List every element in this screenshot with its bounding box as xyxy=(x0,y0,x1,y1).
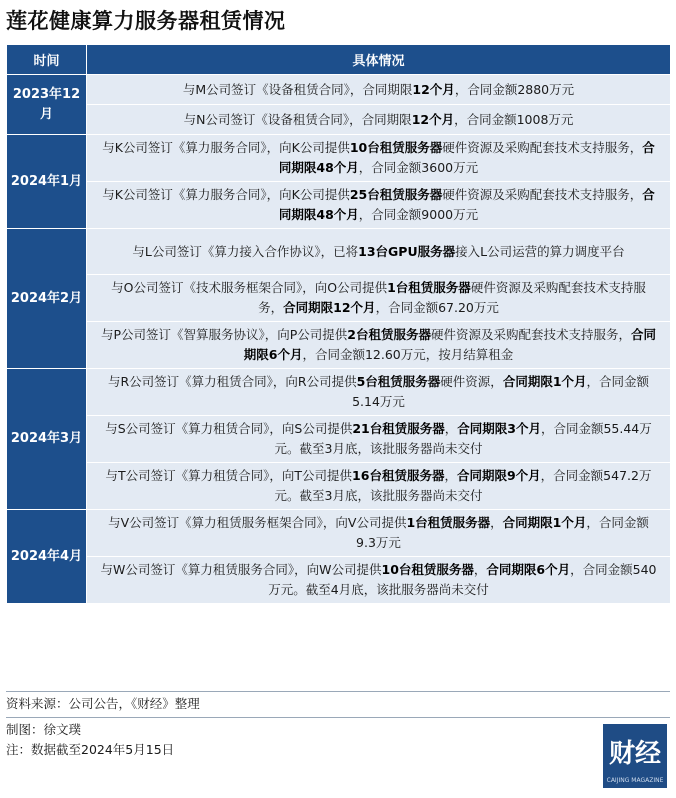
table-row xyxy=(7,416,671,463)
detail-cell xyxy=(87,463,671,510)
detail-text: ， xyxy=(444,468,457,483)
detail-highlight: 13台GPU服务器 xyxy=(358,243,456,259)
detail-cell xyxy=(87,369,671,416)
time-cell: 2024年3月 xyxy=(7,369,87,510)
page-title: 莲花健康算力服务器租赁情况 xyxy=(6,9,286,33)
detail-highlight: 合同期限1个月 xyxy=(502,515,587,530)
detail-cell xyxy=(87,510,671,557)
detail-highlight: 1台租赁服务器 xyxy=(387,280,471,295)
date-note: 注：数据截至2024年5月15日 xyxy=(6,742,175,757)
table-row xyxy=(7,463,671,510)
detail-highlight: 10台租赁服务器 xyxy=(349,140,443,155)
detail-highlight: 合同期限6个月 xyxy=(243,327,657,362)
detail-text: 与V公司签订《算力租赁服务框架合同》，向V公司提供 xyxy=(108,515,407,530)
detail-text: 与L公司签订《算力接入合作协议》，已将 xyxy=(132,243,359,259)
detail-text: ， xyxy=(490,515,503,530)
detail-highlight: 16台租赁服务器 xyxy=(352,468,445,483)
detail-text: ，合同金额9000万元 xyxy=(358,207,479,222)
table-row xyxy=(7,322,671,369)
header-detail: 具体情况 xyxy=(87,45,671,75)
detail-text: 硬件资源， xyxy=(440,374,503,389)
detail-highlight: 合同期限48个月 xyxy=(278,140,655,175)
detail-text: 与K公司签订《算力服务合同》，向K公司提供 xyxy=(102,187,350,202)
detail-highlight: 12个月 xyxy=(411,111,455,127)
detail-text: 接入L公司运营的算力调度平台 xyxy=(455,243,625,259)
detail-text: ，合同金额3600万元 xyxy=(358,160,479,175)
detail-text: 与W公司签订《算力租赁服务合同》，向W公司提供 xyxy=(100,562,382,577)
detail-highlight: 合同期限48个月 xyxy=(278,187,655,222)
table-row xyxy=(7,510,671,557)
detail-text: 硬件资源及采购配套技术支持服务， xyxy=(442,187,643,202)
detail-text: 与T公司签订《算力租赁合同》，向T公司提供 xyxy=(105,468,353,483)
detail-text: ，合同金额2880万元 xyxy=(454,81,575,97)
logo-subtext: CAIJING MAGAZINE xyxy=(606,777,664,784)
lease-table xyxy=(6,44,671,604)
detail-text: 与O公司签订《技术服务框架合同》，向O公司提供 xyxy=(111,280,388,295)
detail-highlight: 合同期限12个月 xyxy=(283,300,376,315)
detail-highlight: 2台租赁服务器 xyxy=(347,327,431,342)
table-body xyxy=(7,75,671,604)
table-row xyxy=(7,182,671,229)
time-cell: 2024年2月 xyxy=(7,229,87,369)
time-cell: 2024年1月 xyxy=(7,135,87,229)
detail-cell xyxy=(87,416,671,463)
table-row xyxy=(7,275,671,322)
detail-highlight: 10台租赁服务器 xyxy=(381,562,474,577)
detail-text: 与P公司签订《智算服务协议》，向P公司提供 xyxy=(100,327,348,342)
time-cell: 2023年12月 xyxy=(7,75,87,135)
detail-text: ，合同金额67.20万元 xyxy=(375,300,499,315)
detail-highlight: 25台租赁服务器 xyxy=(349,187,443,202)
detail-cell xyxy=(87,105,671,135)
table-row xyxy=(7,135,671,182)
detail-text: 硬件资源及采购配套技术支持服务， xyxy=(442,140,643,155)
detail-highlight: 合同期限1个月 xyxy=(502,374,587,389)
detail-text: 硬件资源及采购配套技术支持服务， xyxy=(258,280,646,315)
table-row xyxy=(7,75,671,105)
source-note: 资料来源：公司公告，《财经》整理 xyxy=(6,696,200,711)
detail-text: ，合同金额5.14万元 xyxy=(352,374,650,409)
table-row xyxy=(7,105,671,135)
table-row xyxy=(7,229,671,275)
detail-highlight: 21台租赁服务器 xyxy=(352,421,445,436)
detail-cell xyxy=(87,75,671,105)
detail-text: ，合同金额540万元。截至4月底，该批服务器尚未交付 xyxy=(268,562,657,597)
detail-text: 硬件资源及采购配套技术支持服务， xyxy=(431,327,632,342)
detail-cell xyxy=(87,229,671,275)
detail-text: ，合同金额547.2万元。截至3月底，该批服务器尚未交付 xyxy=(274,468,652,503)
detail-text: ， xyxy=(444,421,458,436)
detail-cell xyxy=(87,182,671,229)
detail-text: ，合同金额12.60万元，按月结算租金 xyxy=(302,347,514,362)
detail-text: ，合同金额55.44万元。截至3月底，该批服务器尚未交付 xyxy=(274,421,652,456)
logo-text: 财经 xyxy=(608,739,661,769)
detail-text: 与M公司签订《设备租赁合同》，合同期限 xyxy=(182,81,413,97)
detail-highlight: 5台租赁服务器 xyxy=(356,374,441,389)
header-time: 时间 xyxy=(7,45,87,75)
caijing-logo xyxy=(603,724,667,788)
detail-text: ，合同金额1008万元 xyxy=(454,111,574,127)
table-header-row xyxy=(7,45,671,75)
detail-cell xyxy=(87,322,671,369)
detail-text: ，合同金额9.3万元 xyxy=(356,515,649,550)
detail-highlight: 合同期限3个月 xyxy=(457,421,541,436)
detail-cell xyxy=(87,275,671,322)
credit-note: 制图：徐文璞 xyxy=(6,722,82,737)
detail-text: 与R公司签订《算力租赁合同》，向R公司提供 xyxy=(107,374,357,389)
table-row xyxy=(7,557,671,604)
detail-highlight: 1台租赁服务器 xyxy=(406,515,491,530)
table-row xyxy=(7,369,671,416)
detail-highlight: 12个月 xyxy=(412,81,455,97)
detail-text: 与K公司签订《算力服务合同》，向K公司提供 xyxy=(102,140,350,155)
detail-highlight: 合同期限6个月 xyxy=(486,562,571,577)
time-cell: 2024年4月 xyxy=(7,510,87,604)
detail-highlight: 合同期限9个月 xyxy=(456,468,541,483)
detail-text: ， xyxy=(473,562,487,577)
detail-text: 与N公司签订《设备租赁合同》，合同期限 xyxy=(183,111,412,127)
detail-cell xyxy=(87,135,671,182)
detail-text: 与S公司签订《算力租赁合同》，向S公司提供 xyxy=(105,421,353,436)
divider xyxy=(6,691,670,692)
detail-cell xyxy=(87,557,671,604)
divider xyxy=(6,717,670,718)
